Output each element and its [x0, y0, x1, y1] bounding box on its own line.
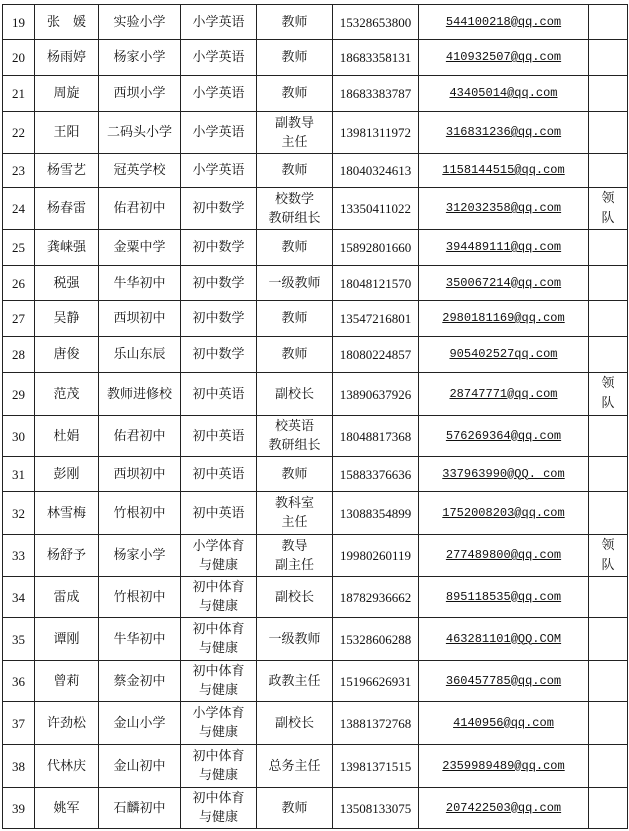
row-number-cell: 24: [3, 188, 35, 230]
staff-table: [2, 4, 628, 829]
phone-cell: 18683383787: [333, 76, 419, 112]
note-cell: [589, 661, 628, 702]
table-row: [3, 76, 628, 112]
email-cell: [419, 112, 589, 154]
phone-cell: 13547216801: [333, 301, 419, 337]
school-cell: 杨家小学: [99, 40, 181, 76]
job-title-cell: 教师: [257, 457, 333, 492]
row-number-cell: 25: [3, 230, 35, 266]
row-number-cell: 22: [3, 112, 35, 154]
email-link[interactable]: 312032358@qq.com: [445, 201, 562, 215]
email-cell: [419, 373, 589, 416]
phone-cell: 13350411022: [333, 188, 419, 230]
row-number-cell: 33: [3, 535, 35, 577]
job-title-cell: 副校长: [257, 373, 333, 416]
row-number-cell: 37: [3, 702, 35, 745]
job-title-cell: 教师: [257, 40, 333, 76]
subject-cell: 小学体育 与健康: [181, 702, 257, 745]
row-number-cell: 36: [3, 661, 35, 702]
row-number-cell: 38: [3, 745, 35, 788]
name-cell: 杨雨婷: [35, 40, 99, 76]
email-link[interactable]: 463281101@QQ.COM: [445, 631, 562, 646]
table-row: [3, 230, 628, 266]
email-link[interactable]: 895118535@qq.com: [445, 589, 562, 604]
email-cell: [419, 535, 589, 577]
name-cell: 杨春雷: [35, 188, 99, 230]
job-title-cell: 校数学 教研组长: [257, 188, 333, 230]
staff-table-body: [3, 5, 628, 829]
subject-cell: 小学英语: [181, 112, 257, 154]
table-row: [3, 373, 628, 416]
name-cell: 杨雪艺: [35, 154, 99, 188]
table-row: [3, 337, 628, 373]
job-title-cell: 副教导 主任: [257, 112, 333, 154]
phone-cell: 15196626931: [333, 661, 419, 702]
phone-cell: 15328606288: [333, 618, 419, 661]
table-row: [3, 5, 628, 40]
table-row: [3, 154, 628, 188]
email-link[interactable]: 350067214@qq.com: [445, 275, 562, 290]
phone-cell: 15883376636: [333, 457, 419, 492]
table-row: [3, 301, 628, 337]
row-number-cell: 35: [3, 618, 35, 661]
subject-cell: 初中数学: [181, 301, 257, 337]
note-cell: [589, 230, 628, 266]
table-row: [3, 457, 628, 492]
email-link[interactable]: 28747771@qq.com: [449, 386, 558, 401]
school-cell: 佑君初中: [99, 188, 181, 230]
row-number-cell: 23: [3, 154, 35, 188]
email-cell: [419, 188, 589, 230]
email-link[interactable]: 316831236@qq.com: [445, 125, 562, 139]
phone-cell: 13981311972: [333, 112, 419, 154]
school-cell: 金粟中学: [99, 230, 181, 266]
phone-cell: 13890637926: [333, 373, 419, 416]
row-number-cell: 28: [3, 337, 35, 373]
subject-cell: 初中数学: [181, 337, 257, 373]
note-cell: [589, 577, 628, 618]
name-cell: 龚崃强: [35, 230, 99, 266]
job-title-cell: 政教主任: [257, 661, 333, 702]
table-row: [3, 492, 628, 535]
job-title-cell: 教师: [257, 301, 333, 337]
note-cell: 领 队: [589, 188, 628, 230]
phone-cell: 13088354899: [333, 492, 419, 535]
email-cell: [419, 661, 589, 702]
note-cell: 领 队: [589, 535, 628, 577]
email-cell: [419, 618, 589, 661]
row-number-cell: 31: [3, 457, 35, 492]
email-link[interactable]: 544100218@qq.com: [445, 14, 562, 29]
note-cell: [589, 337, 628, 373]
name-cell: 林雪梅: [35, 492, 99, 535]
email-link[interactable]: 43405014@qq.com: [449, 86, 558, 100]
email-cell: [419, 5, 589, 40]
job-title-cell: 校英语 教研组长: [257, 416, 333, 457]
phone-cell: 18080224857: [333, 337, 419, 373]
phone-cell: 13508133075: [333, 788, 419, 829]
note-cell: [589, 788, 628, 829]
note-cell: [589, 5, 628, 40]
table-row: [3, 416, 628, 457]
name-cell: 许劲松: [35, 702, 99, 745]
subject-cell: 初中体育 与健康: [181, 745, 257, 788]
email-link[interactable]: 1158144515@qq.com: [442, 163, 565, 177]
school-cell: 牛华初中: [99, 618, 181, 661]
name-cell: 杜娟: [35, 416, 99, 457]
phone-cell: 13981371515: [333, 745, 419, 788]
phone-cell: 18683358131: [333, 40, 419, 76]
job-title-cell: 教师: [257, 230, 333, 266]
email-cell: [419, 301, 589, 337]
school-cell: 牛华初中: [99, 266, 181, 301]
email-link[interactable]: 277489800@qq.com: [445, 548, 562, 562]
name-cell: 彭刚: [35, 457, 99, 492]
school-cell: 金山小学: [99, 702, 181, 745]
phone-cell: 19980260119: [333, 535, 419, 577]
subject-cell: 小学英语: [181, 40, 257, 76]
job-title-cell: 教导 副主任: [257, 535, 333, 577]
subject-cell: 小学英语: [181, 76, 257, 112]
email-cell: [419, 76, 589, 112]
table-row: [3, 40, 628, 76]
phone-cell: 18040324613: [333, 154, 419, 188]
phone-cell: 18048121570: [333, 266, 419, 301]
table-row: [3, 788, 628, 829]
row-number-cell: 32: [3, 492, 35, 535]
email-cell: [419, 702, 589, 745]
email-link[interactable]: 410932507@qq.com: [445, 50, 562, 64]
row-number-cell: 21: [3, 76, 35, 112]
note-cell: [589, 618, 628, 661]
job-title-cell: 教师: [257, 337, 333, 373]
name-cell: 姚军: [35, 788, 99, 829]
school-cell: 实验小学: [99, 5, 181, 40]
job-title-cell: 总务主任: [257, 745, 333, 788]
subject-cell: 小学英语: [181, 5, 257, 40]
name-cell: 杨舒予: [35, 535, 99, 577]
school-cell: 西坝初中: [99, 301, 181, 337]
phone-cell: 15892801660: [333, 230, 419, 266]
subject-cell: 初中数学: [181, 266, 257, 301]
school-cell: 西坝初中: [99, 457, 181, 492]
email-link[interactable]: 207422503@qq.com: [445, 800, 562, 815]
email-link[interactable]: 394489111@qq.com: [445, 240, 562, 254]
email-cell: [419, 40, 589, 76]
row-number-cell: 19: [3, 5, 35, 40]
school-cell: 金山初中: [99, 745, 181, 788]
job-title-cell: 一级教师: [257, 266, 333, 301]
phone-cell: 18782936662: [333, 577, 419, 618]
job-title-cell: 教科室 主任: [257, 492, 333, 535]
subject-cell: 初中英语: [181, 373, 257, 416]
email-link[interactable]: 2980181169@qq.com: [442, 311, 565, 325]
job-title-cell: 副校长: [257, 577, 333, 618]
row-number-cell: 29: [3, 373, 35, 416]
note-cell: [589, 40, 628, 76]
name-cell: 税强: [35, 266, 99, 301]
email-cell: [419, 788, 589, 829]
email-cell: [419, 154, 589, 188]
row-number-cell: 27: [3, 301, 35, 337]
note-cell: 领 队: [589, 373, 628, 416]
school-cell: 西坝小学: [99, 76, 181, 112]
row-number-cell: 26: [3, 266, 35, 301]
phone-cell: 18048817368: [333, 416, 419, 457]
note-cell: [589, 266, 628, 301]
subject-cell: 初中体育 与健康: [181, 577, 257, 618]
email-cell: [419, 457, 589, 492]
note-cell: [589, 416, 628, 457]
subject-cell: 初中数学: [181, 188, 257, 230]
table-row: [3, 745, 628, 788]
email-link[interactable]: 576269364@qq.com: [445, 428, 562, 443]
table-row: [3, 266, 628, 301]
name-cell: 雷成: [35, 577, 99, 618]
job-title-cell: 教师: [257, 76, 333, 112]
school-cell: 乐山东辰: [99, 337, 181, 373]
email-link[interactable]: 337963990@QQ. com: [442, 466, 565, 481]
subject-cell: 初中英语: [181, 457, 257, 492]
note-cell: [589, 76, 628, 112]
table-row: [3, 577, 628, 618]
school-cell: 教师进修校: [99, 373, 181, 416]
table-row: [3, 188, 628, 230]
name-cell: 范茂: [35, 373, 99, 416]
email-cell: [419, 266, 589, 301]
note-cell: [589, 702, 628, 745]
table-row: [3, 618, 628, 661]
name-cell: 唐俊: [35, 337, 99, 373]
email-cell: [419, 230, 589, 266]
name-cell: 谭刚: [35, 618, 99, 661]
job-title-cell: 教师: [257, 5, 333, 40]
subject-cell: 初中体育 与健康: [181, 661, 257, 702]
email-link[interactable]: 360457785@qq.com: [445, 673, 562, 688]
row-number-cell: 20: [3, 40, 35, 76]
email-cell: [419, 492, 589, 535]
name-cell: 吴静: [35, 301, 99, 337]
subject-cell: 初中英语: [181, 492, 257, 535]
table-row: [3, 661, 628, 702]
note-cell: [589, 492, 628, 535]
name-cell: 周旋: [35, 76, 99, 112]
subject-cell: 初中数学: [181, 230, 257, 266]
school-cell: 竹根初中: [99, 492, 181, 535]
row-number-cell: 39: [3, 788, 35, 829]
row-number-cell: 34: [3, 577, 35, 618]
name-cell: 王阳: [35, 112, 99, 154]
job-title-cell: 一级教师: [257, 618, 333, 661]
email-link[interactable]: 2359989489@qq.com: [442, 758, 565, 773]
note-cell: [589, 457, 628, 492]
job-title-cell: 教师: [257, 788, 333, 829]
name-cell: 代林庆: [35, 745, 99, 788]
note-cell: [589, 112, 628, 154]
table-row: [3, 112, 628, 154]
subject-cell: 初中体育 与健康: [181, 618, 257, 661]
email-cell: [419, 337, 589, 373]
note-cell: [589, 745, 628, 788]
row-number-cell: 30: [3, 416, 35, 457]
school-cell: 冠英学校: [99, 154, 181, 188]
name-cell: 张 媛: [35, 5, 99, 40]
email-cell: [419, 745, 589, 788]
school-cell: 石麟初中: [99, 788, 181, 829]
email-cell: [419, 577, 589, 618]
subject-cell: 小学体育 与健康: [181, 535, 257, 577]
school-cell: 杨家小学: [99, 535, 181, 577]
phone-cell: 13881372768: [333, 702, 419, 745]
job-title-cell: 教师: [257, 154, 333, 188]
subject-cell: 初中英语: [181, 416, 257, 457]
school-cell: 佑君初中: [99, 416, 181, 457]
subject-cell: 小学英语: [181, 154, 257, 188]
note-cell: [589, 301, 628, 337]
name-cell: 曾莉: [35, 661, 99, 702]
table-row: [3, 702, 628, 745]
email-link[interactable]: 1752008203@qq.com: [442, 505, 565, 520]
school-cell: 蔡金初中: [99, 661, 181, 702]
note-cell: [589, 154, 628, 188]
school-cell: 二码头小学: [99, 112, 181, 154]
school-cell: 竹根初中: [99, 577, 181, 618]
phone-cell: 15328653800: [333, 5, 419, 40]
job-title-cell: 副校长: [257, 702, 333, 745]
email-cell: [419, 416, 589, 457]
email-link[interactable]: 905402527qq.com: [449, 347, 558, 361]
subject-cell: 初中体育 与健康: [181, 788, 257, 829]
table-row: [3, 535, 628, 577]
email-link[interactable]: 4140956@qq.com: [453, 715, 554, 730]
